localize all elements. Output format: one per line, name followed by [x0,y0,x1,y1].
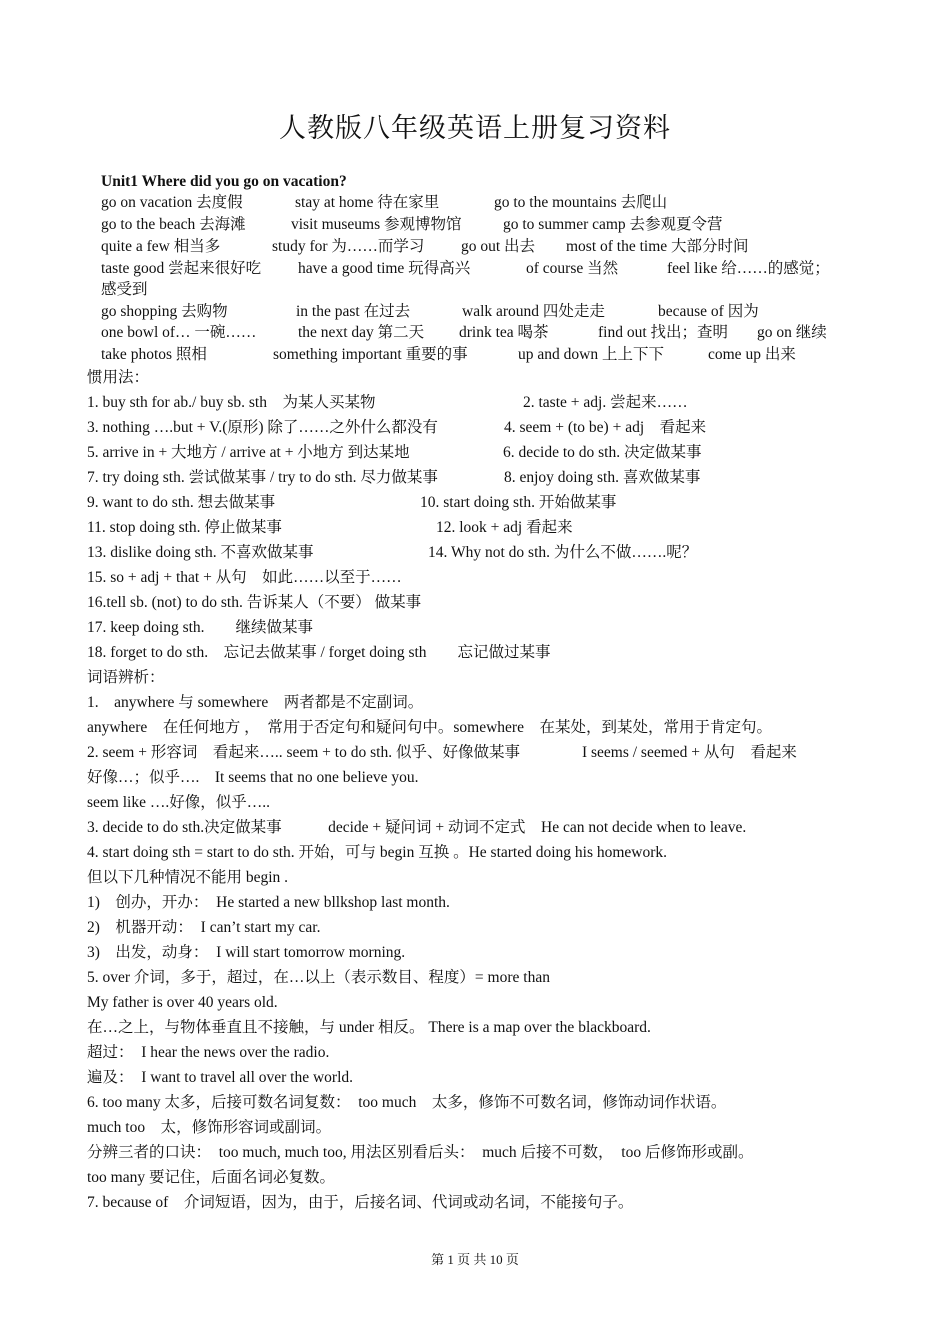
analysis-line: seem like ….好像，似乎….. [87,794,270,811]
analysis-line: too many 要记住，后面名词必复数。 [87,1169,335,1186]
phrase: the next day 第二天 [298,324,425,341]
analysis-line: 1) 创办，开办： He started a new bllkshop last month. [87,894,450,911]
analysis-line: much too 太，修饰形容词或副词。 [87,1119,332,1136]
usage-item: 14. Why not do sth. 为什么不做…….呢？ [428,544,698,561]
phrase: stay at home 待在家里 [295,194,440,211]
unit-heading: Unit1 Where did you go on vacation? [101,173,347,190]
analysis-line: 在…之上，与物体垂直且不接触，与 under 相反。 There is a map over the blackboard. [87,1019,651,1036]
analysis-line: 7. because of 介词短语，因为，由于，后接名词、代词或动名词，不能接句子。 [87,1194,634,1211]
usage-row: 15. so + adj + that + 从句 如此……以至于…… [87,569,402,586]
usage-row: 16.tell sb. (not) to do sth. 告诉某人（不要） 做某事 [87,594,422,611]
phrase: go to the mountains 去爬山 [494,194,668,211]
usage-item: 2. taste + adj. 尝起来…… [523,394,688,411]
phrase: feel like 给……的感觉； [667,260,830,277]
phrase: walk around 四处走走 [462,303,605,320]
phrase: go to summer camp 去参观夏令营 [503,216,723,233]
phrase: come up 出来 [708,346,796,363]
usage-row: 18. forget to do sth. 忘记去做某事 / forget doing sth 忘记做过某事 [87,644,551,661]
analysis-line: 遍及： I want to travel all over the world. [87,1069,354,1086]
analysis-line: 2. seem + 形容词 看起来….. seem + to do sth. 似乎、好像做某事 I seems / seemed + 从句 看起来 [87,744,797,761]
analysis-line: 6. too many 太多，后接可数名词复数： too much 太多，修饰不可数名词，修饰动词作状语。 [87,1094,727,1111]
phrase: go to the beach 去海滩 [101,216,246,233]
analysis-heading: 词语辨析： [87,669,165,686]
phrase: have a good time 玩得高兴 [298,260,471,277]
phrase: quite a few 相当多 [101,238,221,255]
usage-item: 6. decide to do sth. 决定做某事 [503,444,702,461]
usage-item: 11. stop doing sth. 停止做某事 [87,519,282,536]
usage-row: 17. keep doing sth. 继续做某事 [87,619,314,636]
analysis-line: anywhere 在任何地方 ， 常用于否定句和疑问句中。somewhere 在某处，到某处，常用于肯定句。 [87,719,772,736]
phrase: go on vacation 去度假 [101,194,243,211]
phrase: up and down 上上下下 [518,346,664,363]
phrase: because of 因为 [658,303,759,320]
phrase: go on 继续 [757,324,827,341]
analysis-line: 2) 机器开动： I can’t start my car. [87,919,321,936]
usage-item: 8. enjoy doing sth. 喜欢做某事 [504,469,701,486]
usage-item: 1. buy sth for ab./ buy sb. sth 为某人买某物 [87,394,376,411]
phrase: of course 当然 [526,260,619,277]
analysis-line: 好像…；似乎…. It seems that no one believe you. [87,769,419,786]
analysis-line: 5. over 介词，多于，超过，在…以上（表示数目、程度）= more than [87,969,550,986]
usage-item: 9. want to do sth. 想去做某事 [87,494,276,511]
analysis-line: 3) 出发，动身： I will start tomorrow morning. [87,944,406,961]
page-footer: 第 1 页 共 10 页 [431,1252,519,1267]
phrase: find out 找出；查明 [598,324,729,341]
phrase: one bowl of… 一碗…… [101,324,257,341]
usage-item: 13. dislike doing sth. 不喜欢做某事 [87,544,314,561]
phrase: take photos 照相 [101,346,207,363]
usage-item: 4. seem + (to be) + adj 看起来 [504,419,707,436]
phrase: go out 出去 [461,238,536,255]
analysis-line: 但以下几种情况不能用 begin . [87,869,289,886]
analysis-line: My father is over 40 years old. [87,994,278,1011]
phrase: something important 重要的事 [273,346,468,363]
usage-item: 7. try doing sth. 尝试做某事 / try to do sth. 尽力做某事 [87,469,438,486]
analysis-line: 3. decide to do sth.决定做某事 decide + 疑问词 + 动词不定式 He can not decide when to leave. [87,819,747,836]
phrase: visit museums 参观博物馆 [291,216,462,233]
analysis-line: 分辨三者的口诀： too much, much too, 用法区别看后头： much 后接不可数， too 后修饰形或副。 [87,1144,754,1161]
usage-item: 10. start doing sth. 开始做某事 [420,494,617,511]
usage-heading: 惯用法： [87,369,150,386]
analysis-line: 超过： I hear the news over the radio. [87,1044,330,1061]
usage-item: 12. look + adj 看起来 [436,519,573,536]
phrase: in the past 在过去 [296,303,411,320]
usage-item: 5. arrive in + 大地方 / arrive at + 小地方 到达某地 [87,444,410,461]
document-title: 人教版八年级英语上册复习资料 [279,113,671,143]
phrase: drink tea 喝茶 [459,324,549,341]
phrase: 感受到 [101,281,148,298]
analysis-line: 4. start doing sth = start to do sth. 开始，可与 begin 互换 。He started doing his homework. [87,844,668,861]
phrase: most of the time 大部分时间 [566,238,749,255]
usage-item: 3. nothing ….but + V.(原形) 除了……之外什么都没有 [87,419,438,436]
phrase: study for 为……而学习 [272,238,425,255]
phrase: go shopping 去购物 [101,303,228,320]
phrase: taste good 尝起来很好吃 [101,260,262,277]
analysis-line: 1. anywhere 与 somewhere 两者都是不定副词。 [87,694,424,711]
